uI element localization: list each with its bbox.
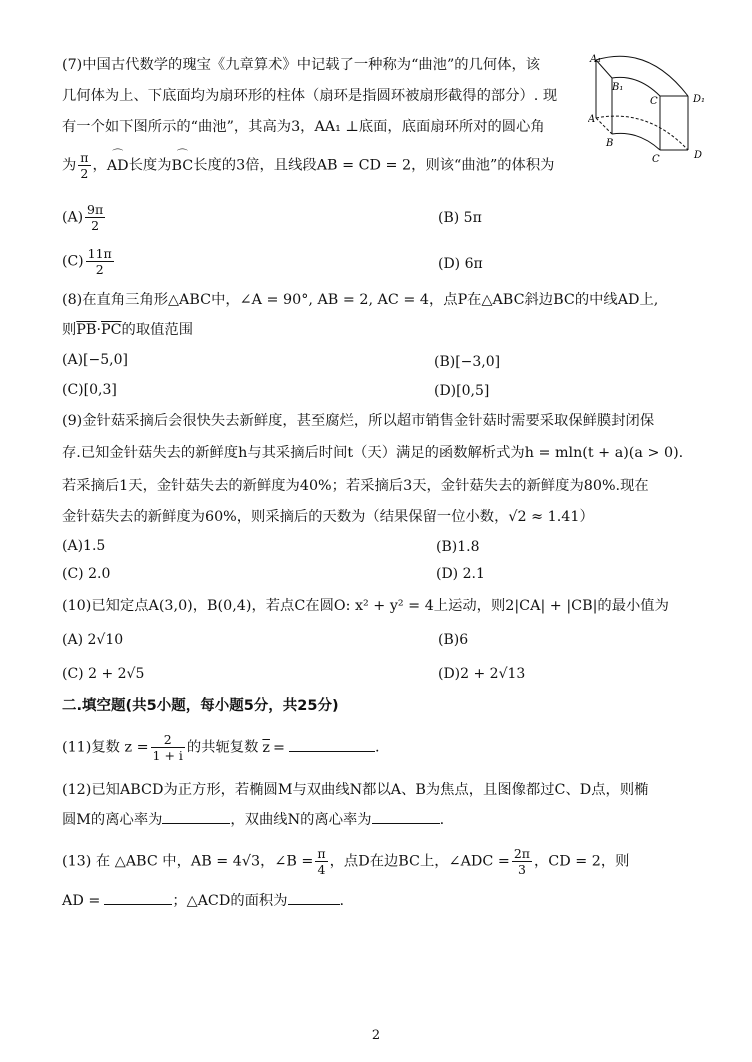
q9-option-b: (B)1.8 [436,539,480,555]
q8-line1: (8)在直角三角形△ABC中，∠A = 90°, AB = 2, AC = 4，点P在△ABC斜边BC的中线AD上, [62,292,659,308]
q9-line2: 存.已知金针菇失去的新鲜度h与其采摘后时间t（天）满足的函数解析式为h = mln(t + a)(a > 0). [62,445,684,461]
answer-blank-q12-hyperbola[interactable] [372,809,440,824]
q8-option-c: (C)[0,3] [62,382,117,398]
answer-blank-q13-ad[interactable] [104,890,172,905]
q10-option-b: (B)6 [438,632,469,648]
label-c: C [652,154,660,165]
answer-blank-q13-area[interactable] [288,890,340,905]
q13-line2: AD = ；△ACD的面积为 . [62,890,344,911]
arc-ad: ⌒ AD [107,156,129,176]
q12-line1: (12)已知ABCD为正方形，若椭圆M与双曲线N都以A、B为焦点，且图像都过C、D点，则椭 [62,782,649,798]
q7-line3: 有一个如下图所示的“曲池”，其高为3，AA₁ ⊥底面，底面扇环所对的圆心角 [62,119,545,135]
q10-option-d: (D)2 + 2√13 [438,666,526,682]
q12-line2: 圆M的离心率为 ，双曲线N的离心率为 . [62,809,444,830]
label-a: A [588,114,596,125]
q9-line3: 若采摘后1天，金针菇失去的新鲜度为40%；若采摘后3天，金针菇失去的新鲜度为80%.现在 [62,478,649,494]
label-c1: C [650,96,658,107]
answer-blank-q11[interactable] [289,737,375,752]
q10-line1: (10)已知定点A(3,0)，B(0,4)，若点C在圆O: x² + y² = 4上运动，则2|CA| + |CB|的最小值为 [62,598,669,614]
q10-option-a: (A) 2√10 [62,632,124,648]
angle-fraction: $\frac{\pi}{2}$ [80,150,89,181]
q7-line4: 为 $\frac{\pi}{2}$ ，⌒ AD长度为⌒ BC长度的3倍，且线段AB = CD = 2，则该“曲池”的体积为 [62,150,554,181]
q7-line1: (7)中国古代数学的瑰宝《九章算术》中记载了一种称为“曲池”的几何体，该 [62,57,541,73]
q9-line4: 金针菇失去的新鲜度为60%，则采摘后的天数为（结果保留一位小数，√2 ≈ 1.41） [62,509,594,525]
section-title-fill-in: 二.填空题(共5小题，每小题5分，共25分) [62,698,339,714]
q9-line1: (9)金针菇采摘后会很快失去新鲜度，甚至腐烂，所以超市销售金针菇时需要采取保鲜膜封闭保 [62,413,655,429]
q7-option-b: (B) 5π [438,210,482,226]
q11-line: (11)复数 z = $\frac{2}{1 + i}$ 的共轭复数 $\overline{z}$ = . [62,732,380,763]
label-b1: B₁ [612,82,624,93]
label-a1: A₁ [590,54,602,65]
q9-option-d: (D) 2.1 [436,566,485,582]
q8-option-b: (B)[−3,0] [434,354,501,370]
curved-pool-figure [588,50,716,166]
q7-option-c: (C) $\frac{11\pi}{2}$ [62,246,112,277]
q8-line2: 则$\overline{PB}\cdot\overline{PC}$的取值范围 [62,322,194,338]
label-d1: D₁ [693,94,706,105]
q9-option-c: (C) 2.0 [62,566,111,582]
q7-option-a: (A) $\frac{9\pi}{2}$ [62,202,104,233]
q7-option-d: (D) 6π [438,256,483,272]
page-number: 2 [371,1028,381,1043]
answer-blank-q12-ellipse[interactable] [162,809,230,824]
q8-option-a: (A)[−5,0] [62,352,128,368]
q9-option-a: (A)1.5 [62,538,106,554]
q10-option-c: (C) 2 + 2√5 [62,666,145,682]
q7-line2: 几何体为上、下底面均为扇环形的柱体（扇环是指圆环被扇形截得的部分）. 现 [62,88,558,104]
q8-option-d: (D)[0,5] [434,383,490,399]
q13-line1: (13) 在 △ABC 中，AB = 4√3，∠B = $\frac{\pi}{4}$ ，点D在边BC上，∠ADC = $\frac{2\pi}{3}$ ，CD = 2，则 [62,846,630,877]
label-b: B [606,138,614,149]
label-d: D [694,150,703,161]
arc-bc: ⌒ BC [172,156,194,176]
